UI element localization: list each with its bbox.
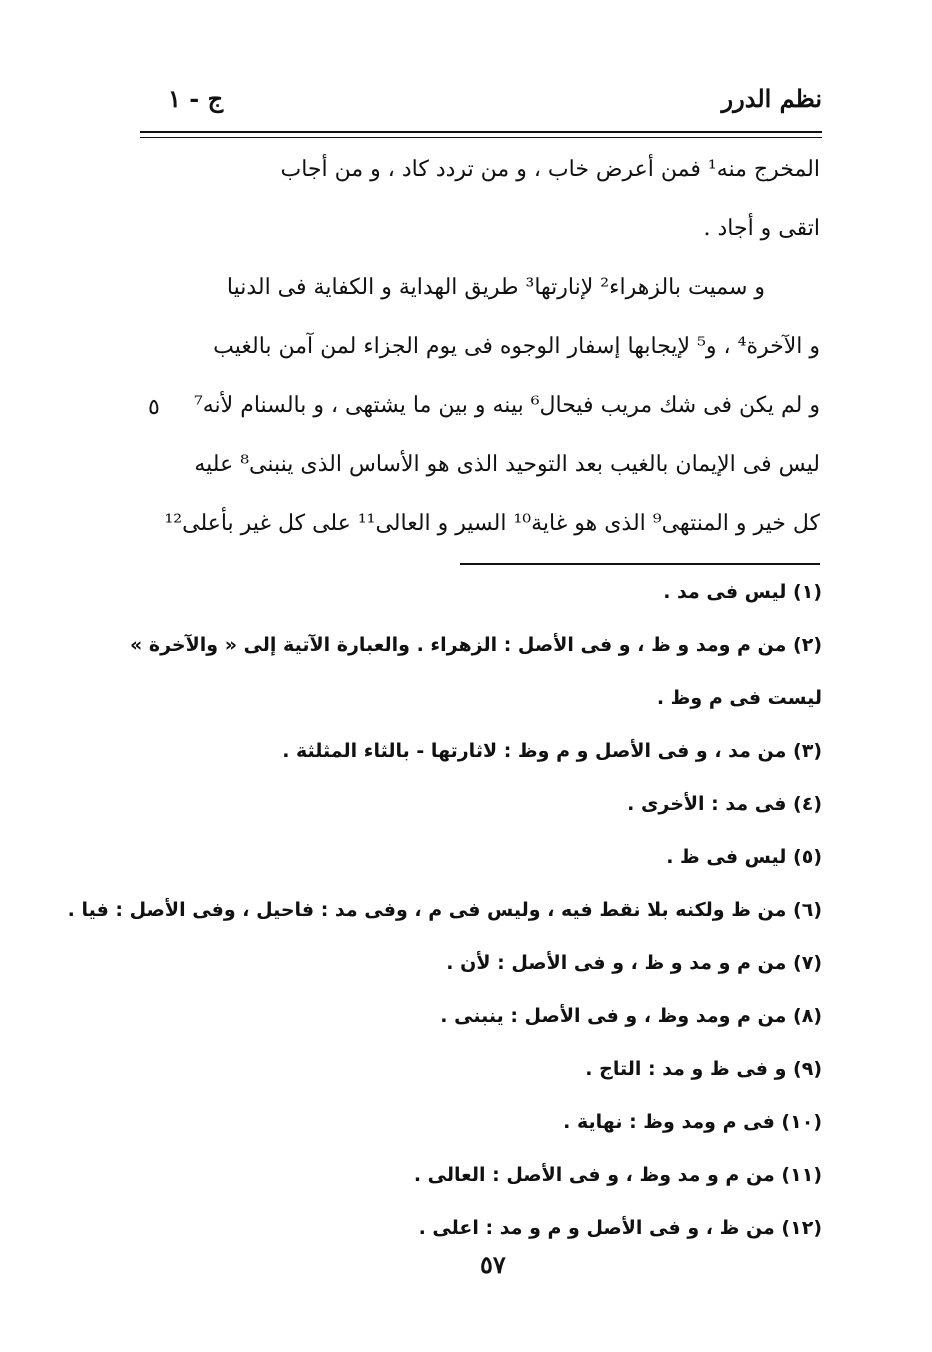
main-text	[160, 140, 820, 553]
footnote: (٩) و فى ظ و مد : التاج .	[585, 1058, 822, 1080]
footnote-continuation: ليست فى م وظ .	[656, 687, 822, 709]
footnote-separator	[460, 563, 820, 565]
footnote: (٥) ليس فى ظ .	[666, 846, 822, 868]
text-line: كل خير و المنتهى⁹ الذى هو غاية¹⁰ السير و العالى¹¹ على كل غير بأعلى¹²	[164, 511, 820, 536]
footnote: (٧) من م و مد و ظ ، و فى الأصل : لأن .	[446, 952, 822, 974]
page-number: ٥٧	[480, 1250, 506, 1279]
text-line: و سميت بالزهراء² لإنارتها³ طريق الهداية و الكفاية فى الدنيا	[226, 275, 765, 300]
footnote: (١) ليس فى مد .	[663, 581, 822, 603]
text-line: و الآخرة⁴ ، و⁵ لإيجابها إسفار الوجوه فى يوم الجزاء لمن آمن بالغيب	[213, 334, 820, 359]
text-line: و لم يكن فى شك مريب فيحال⁶ بينه و بين ما يشتهى ، و بالسنام لأنه⁷	[193, 393, 820, 418]
header-rule-thin	[140, 137, 822, 138]
footnote: (٦) من ظ ولكنه بلا نقط فيه ، وليس فى م ، وفى مد : فاحيل ، وفى الأصل : فيا .	[67, 899, 822, 921]
header-rule-thick	[140, 131, 822, 133]
footnotes	[67, 572, 822, 1261]
margin-line-number: ٥	[148, 395, 160, 420]
text-line: ليس فى الإيمان بالغيب بعد التوحيد الذى هو الأساس الذى ينبنى⁸ عليه	[194, 452, 820, 477]
footnote: (٨) من م ومد وظ ، و فى الأصل : ينبنى .	[440, 1005, 822, 1027]
footnote: (٣) من مد ، و فى الأصل و م وظ : لاثارتها - بالثاء المثلثة .	[282, 740, 822, 762]
footnote: (١٠) فى م ومد وظ : نهاية .	[563, 1111, 822, 1133]
footnote: (١٢) من ظ ، و فى الأصل و م و مد : اعلى .	[418, 1217, 822, 1239]
book-title: نظم الدرر	[721, 84, 822, 113]
footnote: (٤) فى مد : الأخرى .	[627, 793, 822, 815]
footnote: (٢) من م ومد و ظ ، و فى الأصل : الزهراء . والعبارة الآتية إلى « والآخرة »	[129, 634, 822, 656]
text-line: المخرج منه¹ فمن أعرض خاب ، و من تردد كاد ، و من أجاب	[280, 157, 820, 182]
footnote: (١١) من م و مد وظ ، و فى الأصل : العالى .	[413, 1164, 822, 1186]
text-line: اتقى و أجاد .	[703, 216, 820, 241]
volume-label: ج - ١	[168, 84, 224, 113]
